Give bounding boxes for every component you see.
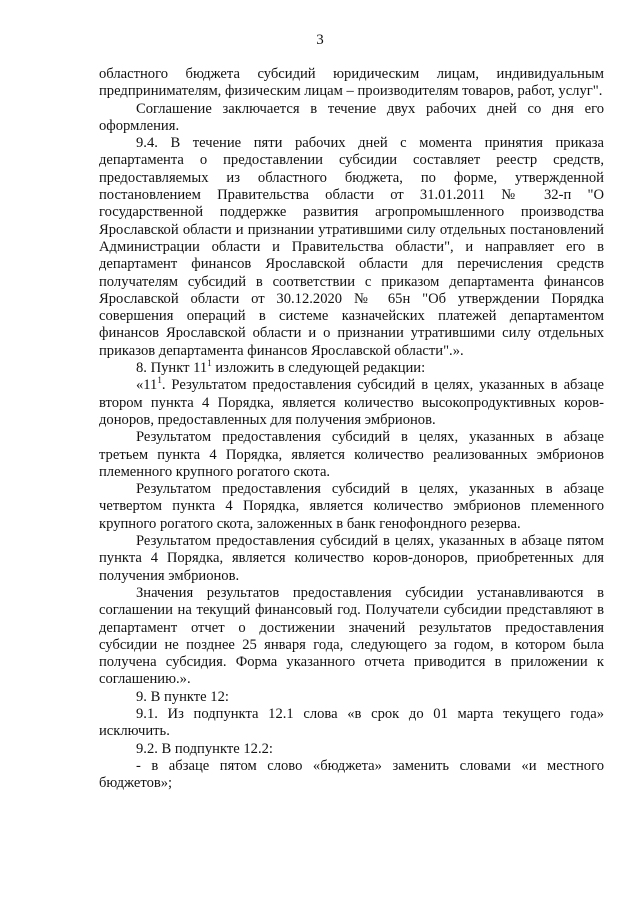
page-number: 3 — [316, 32, 324, 48]
paragraph: Результатом предоставления субсидий в целях, указанных в абзаце четвертом пункта 4 Порядка, является количество эмбрионов племенного крупного рогатого скота, заложенных в банк генофондного резерва. — [99, 481, 604, 532]
paragraph-text: 8. Пункт 11 — [136, 360, 208, 377]
paragraph: 9.4. В течение пяти рабочих дней с момента принятия приказа департамента о предоставлении субсидии составляет реестр средств, предоставляемых из областного бюджета, по форме, утвержденной постановлением Правительства области от 31.01.2011 № 32-п "О государственной поддержке развития агропромышленного производства Ярославской области и признании утратившими силу отдельных постановлений Администрации области и Правительства области", и направляет его в департамент финансов Ярославской области для перечисления средств получателям субсидий в соответствии с приказом департамента финансов Ярославской области от 30.12.2020 № 65н "Об утверждении Порядка совершения операций в системе казначейских платежей департаментом финансов Ярославской области и о признании утратившими силу отдельных приказов департамента финансов Ярославской области".». — [99, 135, 604, 359]
paragraph: 9.2. В подпункте 12.2: — [136, 740, 273, 757]
paragraph: Значения результатов предоставления субсидии устанавливаются в соглашении на текущий финансовый год. Получатели субсидии представляют в департамент отчет о достижении значений результатов предоставления субсидии не позднее 25 января года, следующего за годом, в котором была получена субсидия. Форма указанного отчета приводится в приложении к соглашению.». — [99, 584, 604, 688]
paragraph-item-8 — [99, 360, 604, 377]
paragraph: 9.1. Из подпункта 12.1 слова «в срок до 01 марта текущего года» исключить. — [99, 705, 604, 740]
paragraph: 9. В пункте 12: — [136, 688, 229, 705]
paragraph: Соглашение заключается в течение двух рабочих дней со дня его оформления. — [99, 100, 604, 134]
superscript: 1 — [157, 375, 162, 386]
paragraph-text: . Результатом предоставления субсидий в целях, указанных в абзаце втором пункта 4 Порядка, является количество высокопродуктивных коров-доноров, предоставленных для получения эмбрионов. — [99, 377, 604, 428]
paragraph-text: изложить в следующей редакции: — [211, 360, 426, 377]
paragraph: областного бюджета субсидий юридическим лицам, индивидуальным предпринимателям, физическим лицам – производителям товаров, работ, услуг". — [99, 66, 604, 100]
paragraph-text: «11 — [136, 377, 158, 394]
paragraph: Результатом предоставления субсидий в целях, указанных в абзаце пятом пункта 4 Порядка, является количество коров-доноров, приобретенных для получения эмбрионов. — [99, 533, 604, 584]
superscript: 1 — [207, 358, 212, 369]
paragraph: Результатом предоставления субсидий в целях, указанных в абзаце третьем пункта 4 Порядка, является количество реализованных эмбрионов племенного крупного рогатого скота. — [99, 429, 604, 480]
paragraph: - в абзаце пятом слово «бюджета» заменить словами «и местного бюджетов»; — [99, 757, 604, 792]
document-body — [99, 66, 604, 792]
paragraph-item-11-1 — [99, 377, 604, 429]
